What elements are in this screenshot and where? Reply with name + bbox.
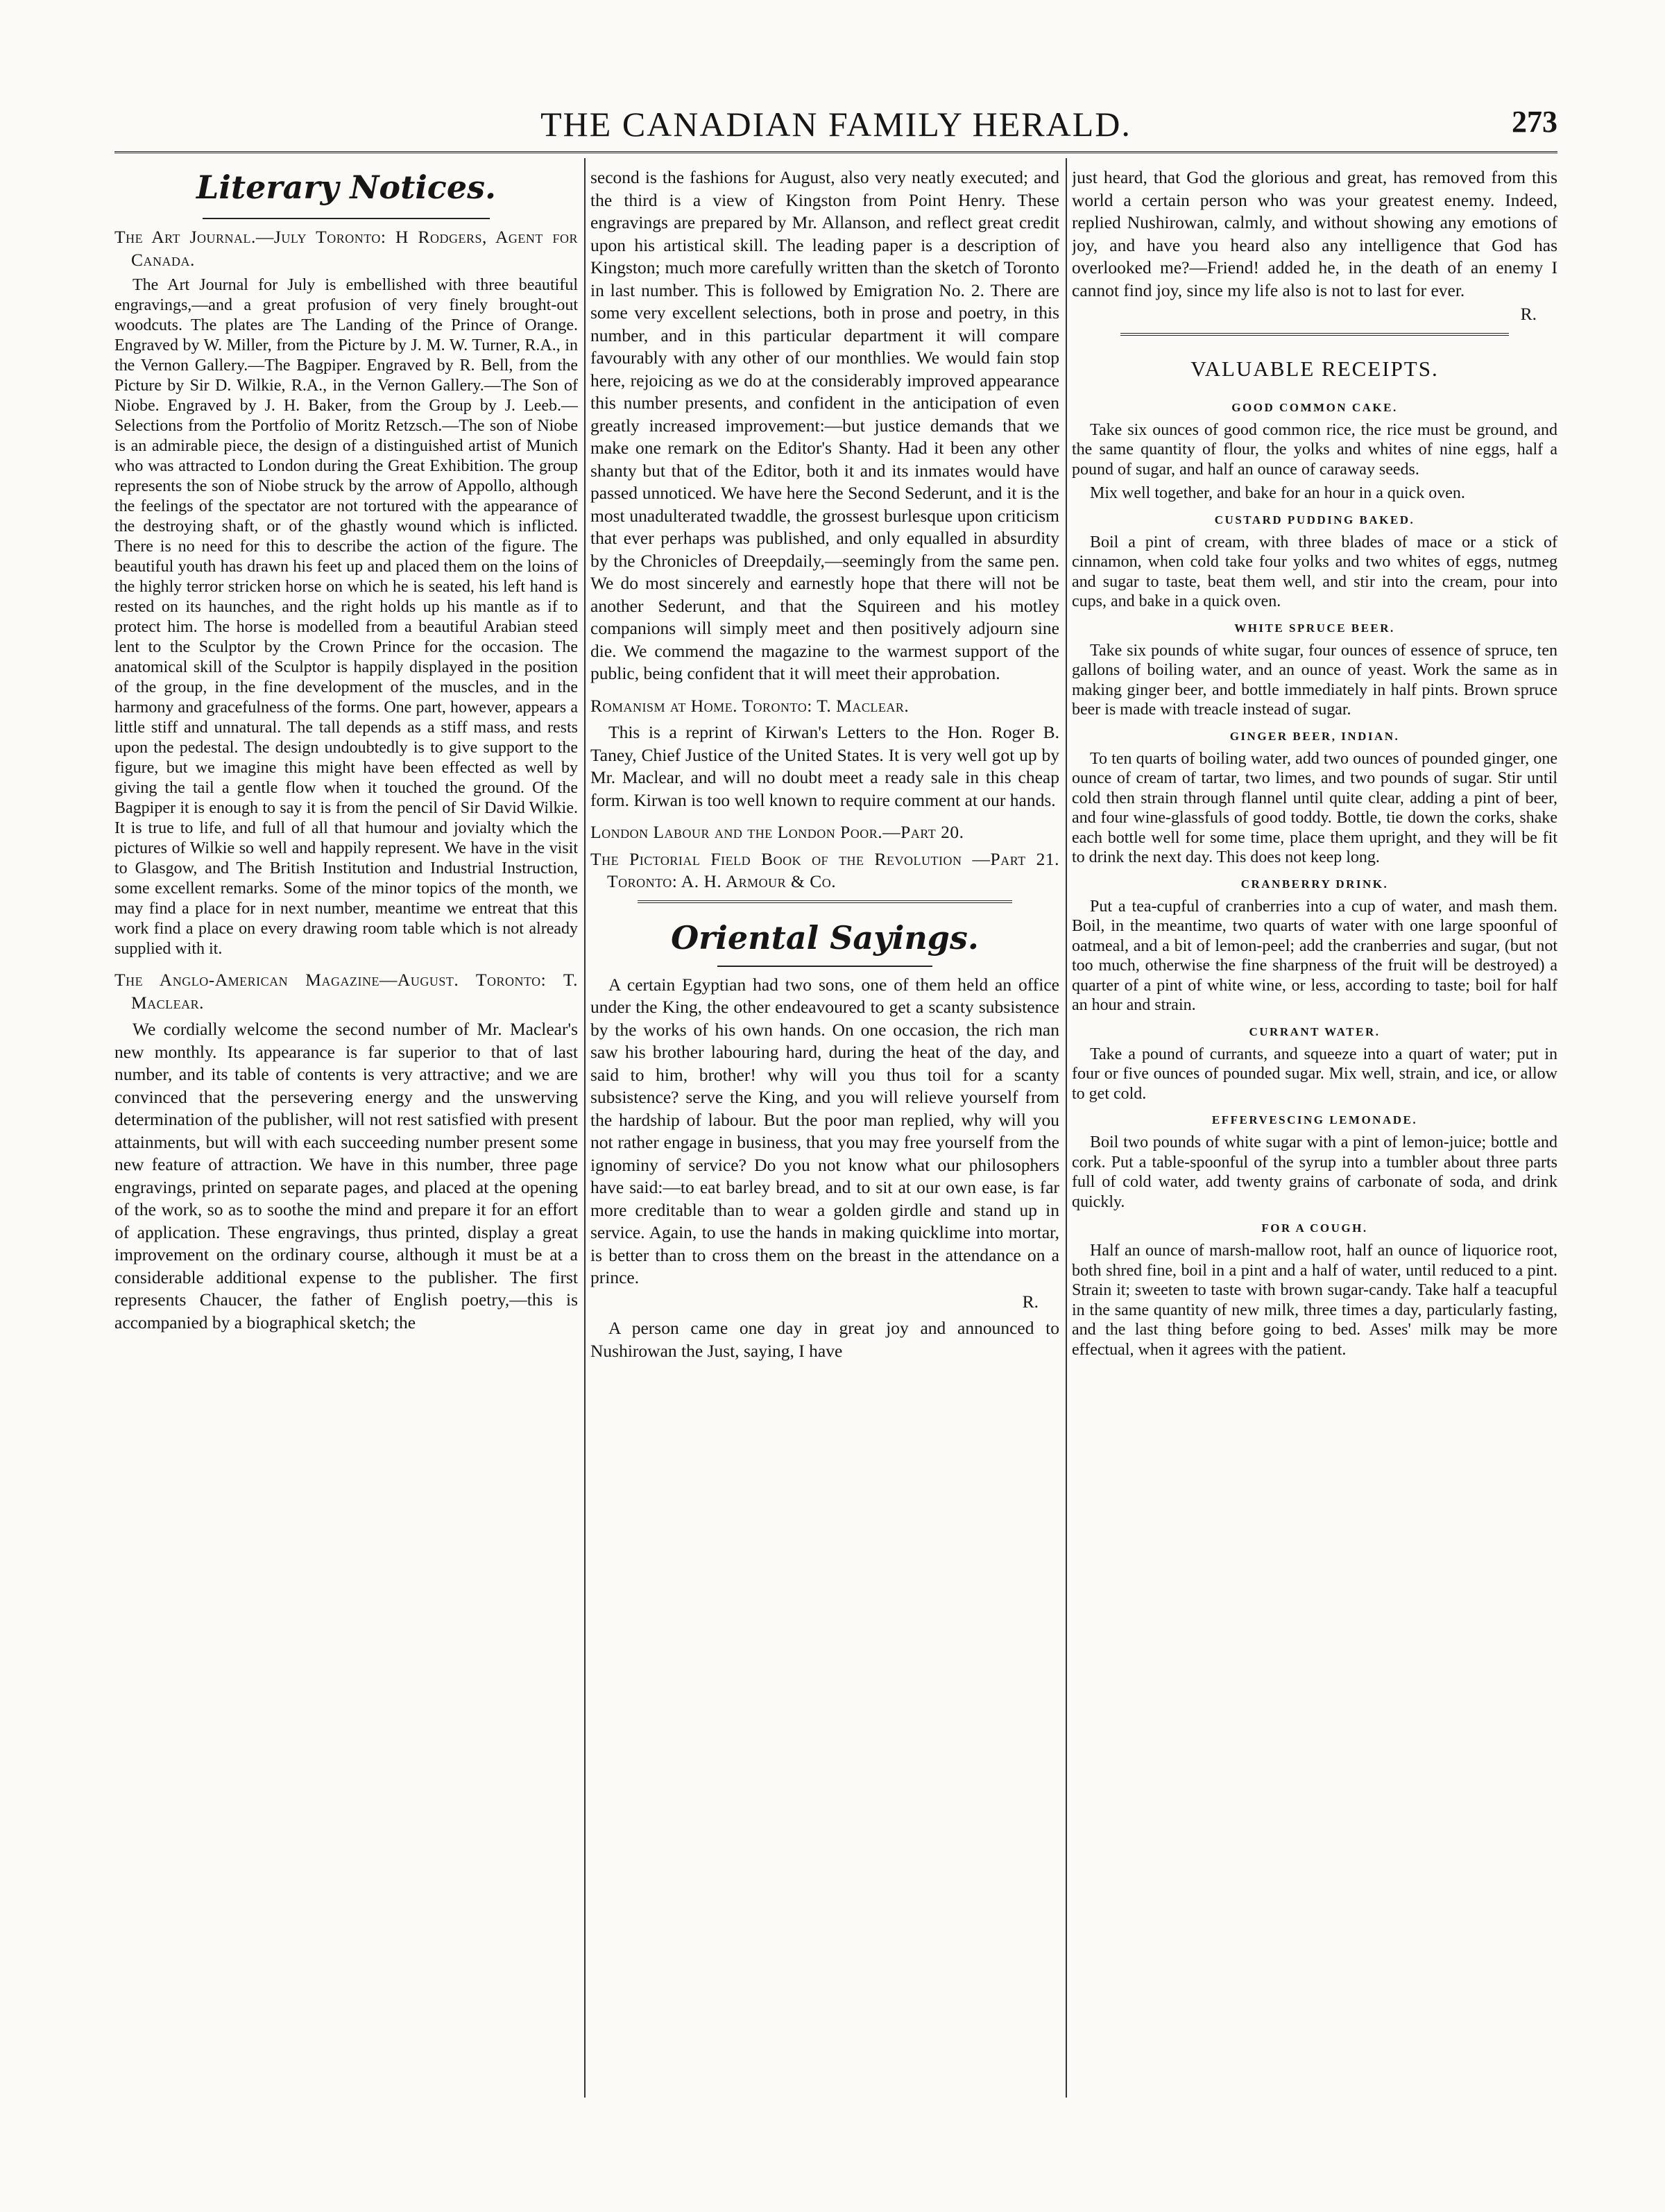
saying-body: A certain Egyptian had two sons, one of them held an office under the King, the other endeavoured to get a scanty subsistence by the works of his own hands. On one occasion, the rich man saw his brother labouring hard, during the heat of the day, and said to him, brother! why will you thus toil for a scanty subsistence? serve the King, and you will relieve yourself from the hardship of labour. But the poor man replied, why will you not rather engage in business, that you may free yourself from the ignominy of service? Do you not know what our philosophers have said:—to eat barley bread, and to sit at our own ease, is far more creditable than to wear a golden girdle and stand up in service. Again, to use the hands in making quicklime into mortar, is better than to cross them on the breast in the attendance on a prince. [590,974,1059,1287]
notice-body: This is a reprint of Kirwan's Letters to the Hon. Roger B. Taney, Chief Justice of the United States. It is very well got up by Mr. Maclear, and will no doubt meet a ready sale in this cheap form. Kirwan is too well known to require comment at our hands. [590,722,1059,810]
recipe-body: Put a tea-cupful of cranberries into a cup of water, and mash them. Boil, in the meantime, two quarts of water with one large spoonful of oatmeal, and a bit of lemon-peel; add the cranberries and sugar, (but not too much, otherwise the fine sharpness of the fruit will be destroyed) a quarter of a pint of white wine, or less, according to taste; boil for half an hour and strain. [1072,897,1557,1014]
recipe-title: CURRANT WATER. [1249,1024,1381,1038]
notice-heading: The Art Journal.—July Toronto: H Rodgers, Agent for Canada. [114,227,578,270]
notice-heading: The Pictorial Field Book of the Revolution —Part 21. Toronto: A. H. Armour & Co. [590,848,1059,891]
section-rule [638,900,1013,903]
recipe-title: GOOD COMMON CAKE. [1231,400,1398,414]
notice-body: The Art Journal for July is embellished with three beautiful engravings,—and a great profusion of very finely brought-out woodcuts. The plates are The Landing of the Prince of Orange. Engraved by W. Miller, from the Picture by J. M. W. Turner, R.A., in the Vernon Gallery.—The Bagpiper. Engraved by R. Bell, from the Picture by Sir D. Wilkie, R.A., in the Vernon Gallery.—The Son of Niobe. Engraved by J. H. Baker, from the Group by J. Leeb.—Selections from the Portfolio of Moritz Retzsch.—The son of Niobe is an admirable piece, the design of a distinguished artist of Munich who was attracted to London during the Great Exhibition. The group represents the son of Niobe struck by the arrow of Appollo, although the feelings of the spectator are not tortured with the appearance of the destroying shaft, or of the ghastly wound which is inflicted. There is no need for this to describe the action of the figure. The beautiful youth has drawn his feet up and placed them on the loins of the highly terror stricken horse on which he is seated, his left hand is rested on its haunches, and the right holds up his mantle as if to protect him. The horse is modelled from a beautiful Arabian steed lent to the Sculptor by the Crown Prince for the occasion. The anatomical skill of the Sculptor is happily displayed in the position of the group, in the fine development of the muscles, and in the harmony and gracefulness of the forms. One part, however, appears a little stiff and unnatural. The tall depends as a stiff mass, and rests upon the pedestal. The design undoubtedly is to give support to the figure, but we imagine this might have been effected as well by giving the tail a gentle flow when it touched the ground. Of the Bagpiper it is enough to say it is from the pencil of Sir David Wilkie. It is true to life, and full of all that humour and jovialty which the pictures of Wilkie so well and happily represent. We have in the visit to Glasgow, and The British Institution and Industrial Instruction, some excellent remarks. Some of the minor topics of the month, we may find a place for in next number, meantime we entreat that this work find a place on every drawing room table which is not already supplied with it. [114,276,578,958]
notice-heading: London Labour and the London Poor.—Part 20. [590,822,964,842]
notice-heading: The Anglo-American Magazine—August. Toronto: T. Maclear. [114,970,578,1013]
recipe-body: Take a pound of currants, and squeeze into a quart of water; put in four or five ounces of pounded sugar. Mix well, strain, and ice, or allow to get cold. [1072,1045,1557,1103]
recipe-body: To ten quarts of boiling water, add two ounces of pounded ginger, one ounce of cream of tartar, two limes, and two pounds of sugar. Stir until cold then strain through flannel until quite clear, adding a pint of beer, and four wine-glassfuls of good toddy. Bottle, tie down the corks, shake each bottle well for some time, place them upright, and they will be fit to drink the next day. This does not keep long. [1072,749,1557,866]
recipe-title: CRANBERRY DRINK. [1240,877,1389,891]
notice-heading: Romanism at Home. Toronto: T. Maclear. [590,695,910,716]
recipe-title: FOR A COUGH. [1261,1221,1368,1235]
recipe-body: Take six pounds of white sugar, four ounces of essence of spruce, ten gallons of boiling water, and an ounce of yeast. Work the same as in making ginger beer, and bottle immediately in half pints. Brown spruce beer is made with treacle instead of sugar. [1072,641,1557,719]
valuable-receipts-title: VALUABLE RECEIPTS. [1190,356,1439,381]
section-rule [717,966,933,967]
column-rule [1066,158,1067,2098]
section-rule [203,218,490,219]
newspaper-title: THE CANADIAN FAMILY HERALD. [540,105,1132,144]
header-rule [114,151,1557,153]
saying-body: A person came one day in great joy and announced to Nushirowan the Just, saying, I have [590,1318,1059,1361]
oriental-sayings-title: Oriental Sayings. [671,918,979,957]
recipe-title: WHITE SPRUCE BEER. [1234,621,1395,635]
column-right [1072,166,1557,2108]
notice-body: second is the fashions for August, also very neatly executed; and the third is a view of Kingston from Point Henry. These engravings are prepared by Mr. Allanson, and reflect great credit upon his artistical skill. The leading paper is a description of Kingston; much more carefully written than the sketch of Toronto in last number. This is followed by Emigration No. 2. There are some very excellent selections, both in prose and poetry, in this number, and in this particular department it will compare favourably with any other of our monthlies. We would fain stop here, rejoicing as we do at the considerably improved appearance this number presents, and confident in the anticipation of even greatly increased improvement:—but justice demands that we make one remark on the Editor's Shanty. Had it been any other shanty but that of the Editor, both it and its inmates would have passed unnoticed. We have here the Second Sederunt, and it is the most unadulterated twaddle, the grossest burlesque upon criticism that ever perhaps was published, and only equalled in absurdity by the Chronicles of Dreepdaily,—seemingly from the same pen. We do most sincerely and earnestly hope that there will not be another Sederunt, and that the Squireen and his motley companions will simply meet and then positively adjourn sine die. We commend the magazine to the warmest support of the public, being confident that it will meet their approbation. [590,167,1059,683]
running-header [114,104,1557,146]
recipe-body: Boil two pounds of white sugar with a pint of lemon-juice; bottle and cork. Put a table-spoonful of the syrup into a tumbler about three parts full of cold water, add twenty grains of carbonate of soda, and drink quickly. [1072,1133,1557,1211]
column-left [114,166,578,2108]
recipe-title: GINGER BEER, INDIAN. [1229,729,1400,743]
recipe-title: EFFERVESCING LEMONADE. [1211,1113,1418,1126]
recipe-body: Mix well together, and bake for an hour in a quick oven. [1090,484,1465,502]
saying-body: just heard, that God the glorious and great, has removed from this world a certain person who was your greatest enemy. Indeed, replied Nushirowan, calmly, and without showing any emotions of joy, and have you heard also any intelligence that God has overlooked me?—Friend! added he, in the death of an enemy I cannot find joy, since my life also is not to last for ever. [1072,167,1557,300]
recipe-body: Half an ounce of marsh-mallow root, half an ounce of liquorice root, both shred fine, boil in a pint and a half of water, until reduced to a pint. Strain it; sweeten to taste with brown sugar-candy. Take half a teacupful in the same quantity of new milk, three times a day, particularly fasting, and the last thing before going to bed. Asses' milk may be more effectual, when it agrees with the patient. [1072,1242,1557,1359]
notice-body: We cordially welcome the second number of Mr. Maclear's new monthly. Its appearance is far superior to that of last number, and its table of contents is very attractive; and we are convinced that the persevering energy and the unswerving determination of the publisher, will not rest satisfied with present attainments, but will with each succeeding number present some new feature of attraction. We have in this number, three page engravings, printed on separate pages, and placed at the opening of the work, so as to soothe the mind and prepare it for an effort of application. These engravings, thus printed, display a great improvement on the ordinary course, although it must be at a considerable additional expense to the publisher. The first represents Chaucer, the father of English poetry,—this is accompanied by a biographical sketch; the [114,1019,578,1332]
literary-notices-title: Literary Notices. [196,169,496,206]
column-rule [584,158,586,2098]
column-middle [590,166,1059,2108]
recipe-body: Take six ounces of good common rice, the rice must be ground, and the same quantity of flour, the yolks and whites of nine eggs, half a pound of sugar, and half an ounce of caraway seeds. [1072,420,1557,479]
recipe-body: Boil a pint of cream, with three blades of mace or a stick of cinnamon, when cold take four yolks and two whites of eggs, nutmeg and sugar to taste, beat them well, and stir into the cream, pour into cups, and bake in a quick oven. [1072,533,1557,610]
page-number: 273 [1512,105,1557,139]
section-rule [1120,333,1509,336]
signature: R. [1520,304,1537,324]
recipe-title: CUSTARD PUDDING BAKED. [1214,513,1415,526]
signature: R. [1022,1291,1039,1312]
